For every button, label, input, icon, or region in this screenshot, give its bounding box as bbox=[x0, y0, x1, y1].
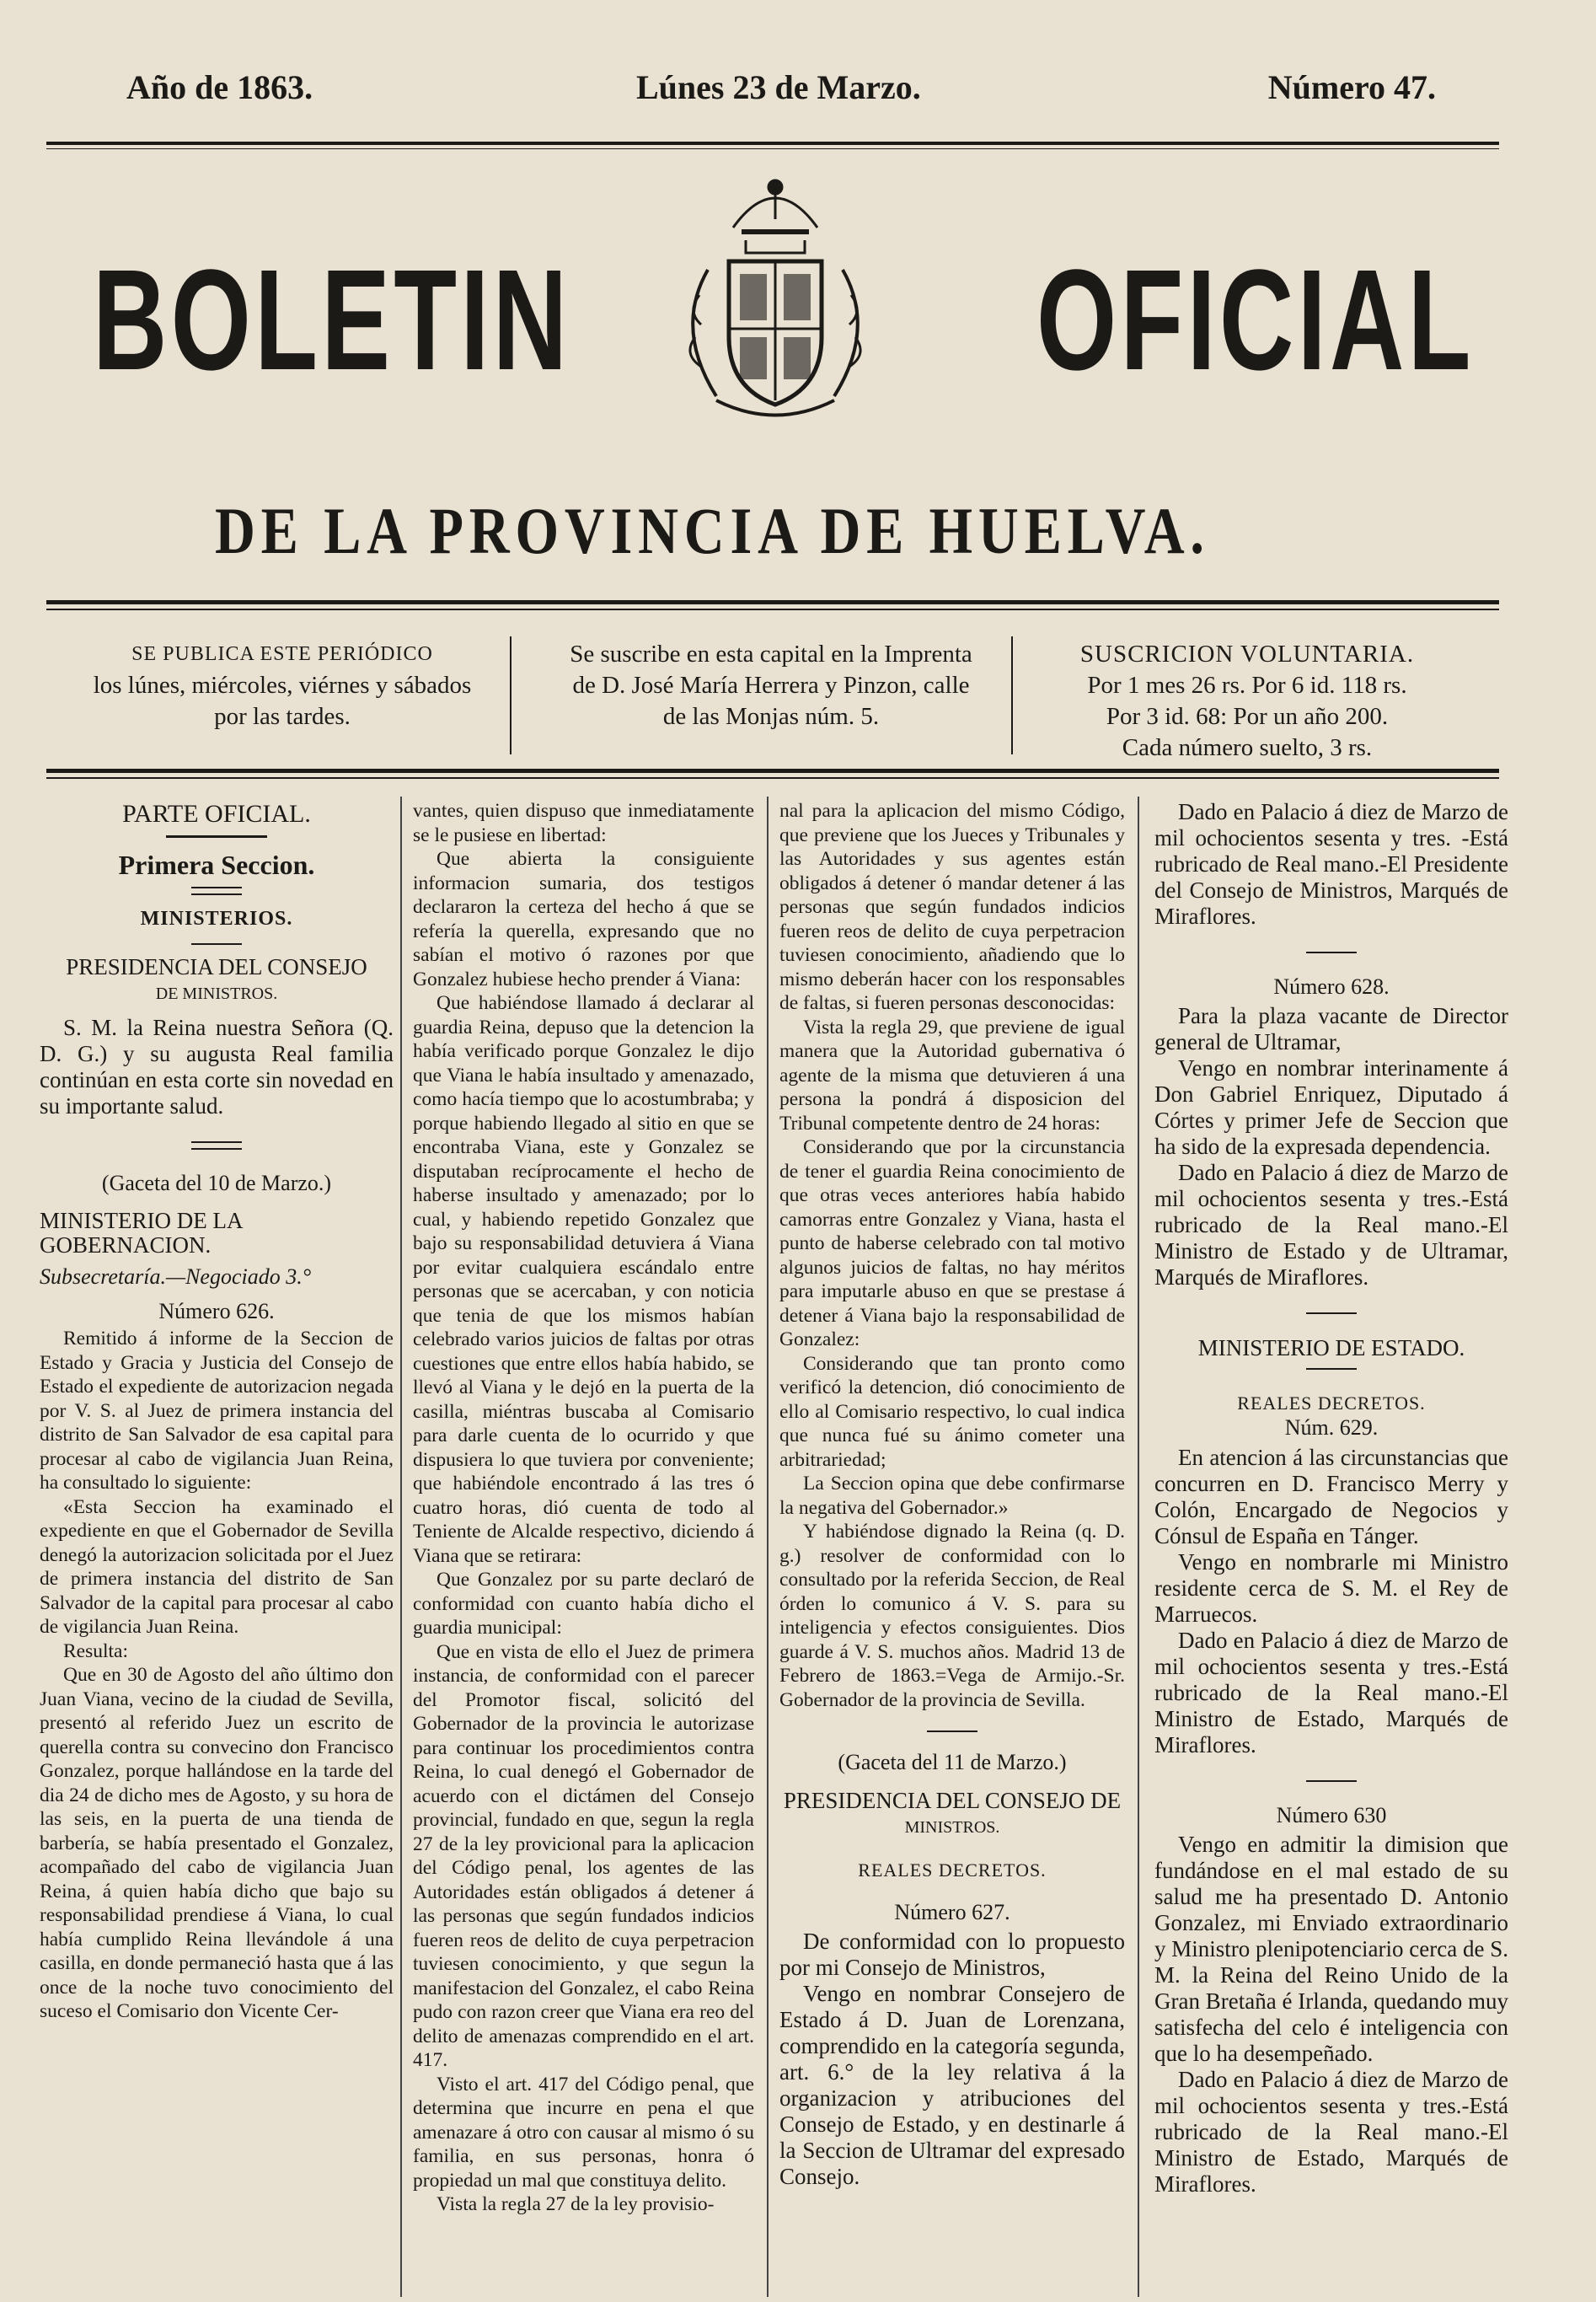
paragraph: «Esta Seccion ha examinado el expediente en que el Gobernador de Sevilla denegó la autorizacion solicitada por el Juez de primera instancia del distrito de San Salvador de la capital para procesar al cabo de vigilancia Juan Reina. bbox=[40, 1495, 394, 1638]
heading-parte-oficial: PARTE OFICIAL. bbox=[122, 800, 311, 828]
header-number: Número 47. bbox=[1267, 68, 1436, 106]
divider bbox=[191, 887, 242, 895]
paragraph: Vengo en nombrar Consejero de Estado á D. Juan de Lorenzana, comprendido en la categoría segunda, art. 6.° de la ley relativa á la organizacion y atribuciones del Consejo de Estado, y en destinarle á la Seccion de Ultramar del expresado Consejo. bbox=[779, 1980, 1125, 2189]
paragraph: La Seccion opina que debe confirmarse la negativa del Gobernador.» bbox=[779, 1473, 1125, 1519]
subscription-line-3: de las Monjas núm. 5. bbox=[662, 703, 880, 730]
info-separator-1 bbox=[510, 636, 511, 754]
rule-mid bbox=[46, 600, 1499, 604]
price-info bbox=[1020, 639, 1475, 761]
rule-mid-thin bbox=[46, 609, 1499, 610]
subscription-line-2: de D. José María Herrera y Pinzon, calle bbox=[572, 672, 970, 699]
header-date: Lúnes 23 de Marzo. bbox=[636, 68, 921, 106]
paragraph: Considerando que tan pronto como verificó la detencion, dió conocimiento de ello al Comisario respectivo, lo cual indica que nunca fué su ánimo cometer una arbitrariedad; bbox=[779, 1352, 1125, 1471]
divider bbox=[927, 1731, 977, 1732]
divider bbox=[166, 835, 267, 838]
paragraph: Vista la regla 27 de la ley provisio- bbox=[436, 2193, 715, 2215]
top-header bbox=[126, 67, 1470, 110]
masthead-right-word: OFICIAL bbox=[1036, 240, 1475, 400]
column-4 bbox=[1154, 799, 1508, 2197]
rule-columns bbox=[46, 769, 1499, 773]
paragraph: Para la plaza vacante de Director general de Ultramar, bbox=[1154, 1002, 1508, 1054]
subscription-info bbox=[522, 639, 1020, 749]
column-separator bbox=[767, 797, 769, 2297]
column-3 bbox=[779, 799, 1125, 2190]
paragraph: Vengo en admitir la dimision que fundándose en el mal estado de su salud me ha presentado D. Antonio Gonzalez, mi Enviado extraordinario y Ministro plenipotenciario cerca de S. M. la Reina del Reino Unido de la Gran Bretaña é Irlanda, quedando muy satisfecha del celo é inteligencia con que lo ha desempeñado. bbox=[1154, 1831, 1508, 2066]
paragraph: Y habiéndose dignado la Reina (q. D. g.) resolver de conformidad con lo consultado por la referida Seccion, de Real órden lo comunico á V. S. para su inteligencia y efectos consiguientes. Dios guarde á V. S. muchos años. Madrid 13 de Febrero de 1863.=Vega de Armijo.-Sr. Gobernador de la provincia de Sevilla. bbox=[779, 1521, 1125, 1711]
gaceta-note: (Gaceta del 11 de Marzo.) bbox=[838, 1750, 1067, 1774]
heading-reales-decretos: REALES DECRETOS. bbox=[1237, 1392, 1426, 1414]
decree-number: Número 628. bbox=[1273, 974, 1390, 999]
masthead-left-word: BOLETIN bbox=[93, 240, 571, 400]
paragraph: S. M. la Reina nuestra Señora (Q. D. G.) y su augusta Real familia continúan en esta corte sin novedad en su importante salud. bbox=[40, 1014, 394, 1119]
publication-line-3: por las tardes. bbox=[214, 703, 351, 730]
paragraph: Que en vista de ello el Juez de primera instancia, de conformidad con el parecer del Promotor fiscal, solicitó del Gobernador de la provincia le autorizase para continuar los procedimientos contra Reina, lo cual denegó el Gobernador de acuerdo con el dictámen del Consejo provincial, fundado en que, segun la regla 27 de la ley provicional para la aplicacion del Código penal, los agentes de las Autoridades están obligados á detener á las personas que según fundados indicios fueren reos de delito de cuya perpetracion tuviesen conocimiento, y que segun la manifestacion del Gonzalez, el cabo Reina pudo con razon creer que Viana era reo del delito de amenazas comprendido en el art. 417. bbox=[413, 1640, 754, 2071]
heading-gobernacion: MINISTERIO DE LA GOBERNACION. bbox=[40, 1208, 242, 1258]
price-line-2: Por 1 mes 26 rs. Por 6 id. 118 rs. bbox=[1087, 672, 1407, 699]
paragraph: Dado en Palacio á diez de Marzo de mil ochocientos sesenta y tres.-Está rubricado de la Real mano.-El Ministro de Estado y de Ultramar, Marqués de Miraflores. bbox=[1154, 1159, 1508, 1290]
decree-number: Núm. 629. bbox=[1284, 1414, 1379, 1440]
subsecretaria-line: Subsecretaría.—Negociado 3.° bbox=[40, 1264, 312, 1289]
paragraph: Vista la regla 29, que previene de igual manera que la Autoridad gubernativa ó agente de la misma que detuvieren á una persona la pondrá á disposicion del Tribunal competente dentro de 24 horas: bbox=[779, 1016, 1125, 1135]
paragraph: De conformidad con lo propuesto por mi Consejo de Ministros, bbox=[779, 1928, 1125, 1980]
column-2 bbox=[413, 799, 754, 2217]
heading-presidencia: PRESIDENCIA DEL CONSEJO DE bbox=[783, 1787, 1122, 1813]
divider bbox=[191, 1141, 242, 1150]
price-line-4: Cada número suelto, 3 rs. bbox=[1122, 734, 1373, 761]
publication-info bbox=[67, 639, 497, 749]
paragraph: Que en 30 de Agosto del año último don Juan Viana, vecino de la ciudad de Sevilla, presentó al referido Juez un escrito de querella contra su convecino don Francisco Gonzalez, porque hallándose en la tarde del dia 24 de dicho mes de Agosto, y su hora de las seis, en la puerta de una tienda de barbería, se había presentado el Gonzalez, acompañado del cabo de vigilancia Juan Reina, á quien había dicho que bajo su responsabilidad prendiese á Viana, lo cual había cumplido Reina llevándole á una casilla, en donde permaneció hasta que á las once de la noche tuvo conocimiento del suceso el Comisario don Vicente Cer- bbox=[40, 1664, 394, 2022]
publication-line-2: los lúnes, miércoles, viérnes y sábados bbox=[93, 672, 472, 699]
heading-primera-seccion: Primera Seccion. bbox=[118, 849, 315, 880]
paragraph: Remitido á informe de la Seccion de Estado y Gracia y Justicia del Consejo de Estado el expediente de autorizacion negada por V. S. al Juez de primera instancia del distrito de San Salvador de esa capital para procesar al cabo de vigilancia Juan Reina, ha consultado lo siguiente: bbox=[40, 1328, 394, 1494]
divider bbox=[1306, 1780, 1357, 1782]
heading-reales-decretos: REALES DECRETOS. bbox=[858, 1859, 1047, 1881]
heading-presidencia-sub: DE MINISTROS. bbox=[155, 985, 278, 1003]
paragraph: vantes, quien dispuso que inmediatamente se le pusiese en libertad: bbox=[413, 800, 754, 846]
royal-crest-icon bbox=[640, 169, 910, 438]
column-separator bbox=[1138, 797, 1139, 2297]
paragraph: Considerando que por la circunstancia de tener el guardia Reina conocimiento de que otras veces anteriores había habido camorras entre Gonzalez y Viana, hasta el punto de haberse celebrado con tal motivo algunos juicios de faltas, no hay méritos para imputarle abuso en que se prestase á detener á Viana bajo la responsabilidad de Gonzalez: bbox=[779, 1136, 1125, 1350]
decree-number: Número 626. bbox=[158, 1298, 275, 1323]
paragraph: nal para la aplicacion del mismo Código, que previene que los Jueces y Tribunales y las Autoridades y sus agentes están obligados á detener ó mandar detener á las personas que según fundados indicios fueren reos de delito de cuya perpetracion tuviesen conocimiento, añadiendo que lo mismo deberán hacer con los responsables de faltas, si fueren personas desconocidas: bbox=[779, 800, 1125, 1014]
header-year: Año de 1863. bbox=[126, 68, 313, 106]
heading-ministerios: MINISTERIOS. bbox=[140, 908, 293, 930]
heading-presidencia: PRESIDENCIA DEL CONSEJO bbox=[66, 953, 367, 979]
subscription-line-1: Se suscribe en esta capital en la Imprenta bbox=[570, 641, 972, 668]
publication-line-1: SE PUBLICA ESTE PERIÓDICO bbox=[131, 643, 433, 665]
paragraph: Dado en Palacio á diez de Marzo de mil ochocientos sesenta y tres. -Está rubricado de Real mano.-El Presidente del Consejo de Ministros, Marqués de Miraflores. bbox=[1154, 799, 1508, 929]
paragraph: Resulta: bbox=[63, 1639, 129, 1662]
divider bbox=[1306, 952, 1357, 953]
divider bbox=[1306, 1312, 1357, 1314]
rule-top-thin bbox=[46, 148, 1499, 149]
column-separator bbox=[400, 797, 402, 2297]
paragraph: Que habiéndose llamado á declarar al guardia Reina, depuso que la detencion la había verificado porque Gonzalez le dijo que Viana le había insultado y amenazado, como hacía tiempo que lo acostumbraba; y porque habiendo llegado al sitio en que se encontraba Viana, este y Gonzalez se disputaban recíprocamente el hecho de haberse insultado y amenazado; por lo cual, y habiendo repetido Gonzalez que bajo su responsabilidad detuviera á Viana por evitar cualquiera escándalo entre personas que se acercaban, y con noticia que tenia de que los mismos habían celebrado varios juicios de faltas por otras cuestiones que entre ellos había habido, se llevó al Viana y le dejó en la puerta de la casilla, miéntras buscaba al Comisario para darle cuenta de lo ocurrido y que dispusiera lo que tuviera por conveniente; que habiéndole encontrado á las tres ó cuatro horas, dió cuenta de todo al Teniente de Alcalde respectivo, diciendo á Viana que se retirara: bbox=[413, 992, 754, 1567]
column-1 bbox=[40, 799, 394, 2024]
gaceta-note: (Gaceta del 10 de Marzo.) bbox=[101, 1170, 332, 1195]
rule-columns-thin bbox=[46, 777, 1499, 779]
paragraph: Dado en Palacio á diez de Marzo de mil ochocientos sesenta y tres.-Está rubricado de la Real mano.-El Ministro de Estado, Marqués de Miraflores. bbox=[1154, 2066, 1508, 2197]
decree-number: Número 627. bbox=[894, 1900, 1010, 1924]
masthead bbox=[93, 169, 1475, 421]
price-line-3: Por 3 id. 68: Por un año 200. bbox=[1106, 703, 1389, 730]
heading-ministerio-estado: MINISTERIO DE ESTADO. bbox=[1197, 1334, 1465, 1360]
paragraph: Vengo en nombrar interinamente á Don Gabriel Enriquez, Diputado á Córtes y primer Jefe de Seccion que ha sido de la expresada dependencia. bbox=[1154, 1054, 1508, 1159]
divider bbox=[1306, 1368, 1357, 1370]
decree-number: Número 630 bbox=[1276, 1803, 1387, 1827]
rule-top bbox=[46, 142, 1499, 145]
paragraph: Que abierta la consiguiente informacion sumaria, dos testigos declararon la certeza del hecho á que se refería la querella, expresando que no sabían el motivo ó razones por que Gonzalez hubiese hecho prender á Viana: bbox=[413, 848, 754, 990]
paragraph: En atencion á las circunstancias que concurren en D. Francisco Merry y Colón, Encargado de Negocios y Cónsul de España en Tánger. bbox=[1154, 1445, 1508, 1548]
price-line-1: SUSCRICION VOLUNTARIA. bbox=[1079, 641, 1415, 668]
paragraph: Dado en Palacio á diez de Marzo de mil ochocientos sesenta y tres.-Está rubricado de la Real mano.-El Ministro de Estado, Marqués de Miraflores. bbox=[1154, 1628, 1508, 1757]
info-separator-2 bbox=[1011, 636, 1013, 754]
divider bbox=[191, 943, 242, 945]
paragraph: Visto el art. 417 del Código penal, que determina que incurre en pena el que amenazare á otro con causar al mismo ó su familia, en sus personas, honra ó propiedad un mal que constituya delito. bbox=[413, 2073, 754, 2192]
paragraph: Vengo en nombrarle mi Ministro residente cerca de S. M. el Rey de Marruecos. bbox=[1154, 1549, 1508, 1627]
masthead-subtitle: DE LA PROVINCIA DE HUELVA. bbox=[215, 494, 1210, 567]
paragraph: Que Gonzalez por su parte declaró de conformidad con cuanto había dicho el guardia municipal: bbox=[413, 1569, 754, 1639]
heading-presidencia-sub: MINISTROS. bbox=[904, 1818, 1000, 1837]
